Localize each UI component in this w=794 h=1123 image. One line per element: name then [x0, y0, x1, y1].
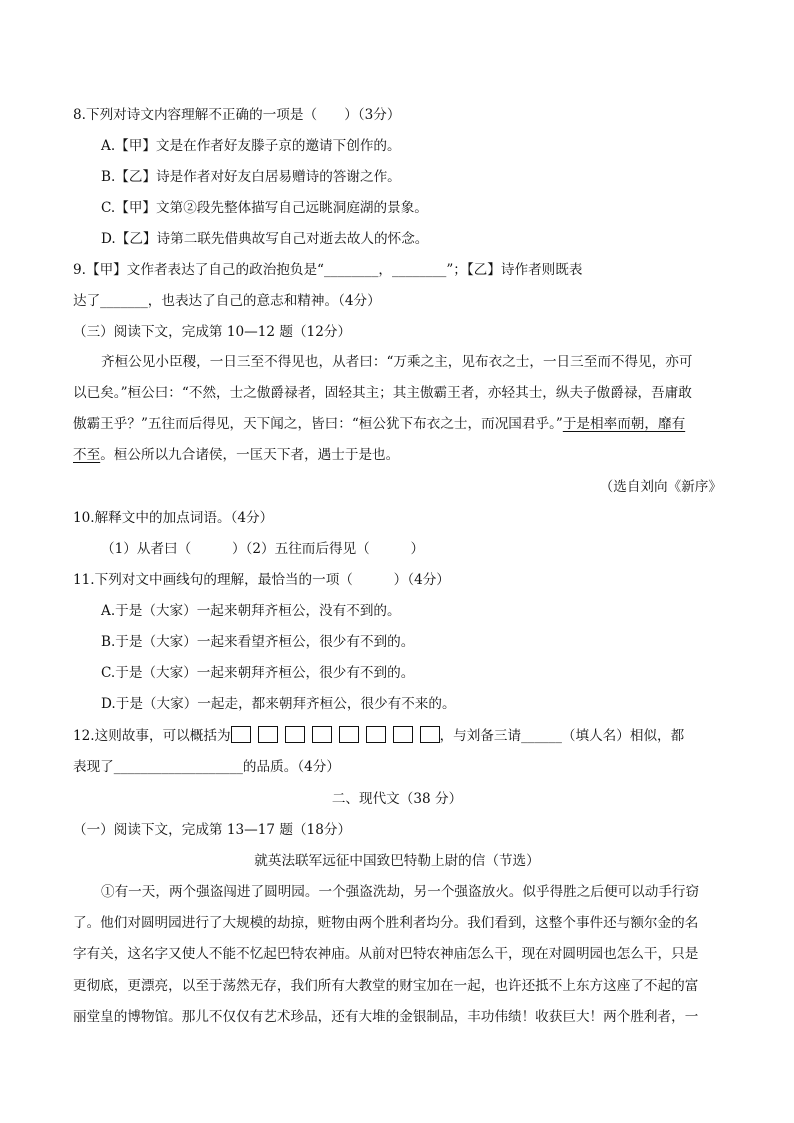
q8-option-c: C.【甲】文第②段先整体描写自己远眺洞庭湖的景象。	[101, 200, 428, 216]
article-line-5: 丽堂皇的博物馆。那儿不仅仅有艺术珍品，还有大堆的金银制品，丰功伟绩！收获巨大！两个胜利者，一	[73, 1009, 699, 1025]
answer-box[interactable]	[312, 726, 332, 743]
answer-box[interactable]	[393, 726, 413, 743]
answer-box[interactable]	[339, 726, 359, 743]
article-title: 就英法联军远征中国致巴特勒上尉的信（节选）	[254, 853, 540, 869]
q12-line2: 表现了___________________的品质。（4分）	[73, 759, 340, 775]
answer-box[interactable]	[258, 726, 278, 743]
passage-line-4	[73, 445, 399, 465]
answer-box[interactable]	[285, 726, 305, 743]
passage-source: （选自刘向《新序》	[599, 479, 722, 495]
q11-stem: 11.下列对文中画线句的理解，最恰当的一项（ ）（4分）	[73, 572, 450, 588]
q9-line2: 达了_______，也表达了自己的意志和精神。（4分）	[73, 293, 381, 309]
article-line-3: 字有关，这名字又使人不能不忆起巴特农神庙。从前对巴特农神庙怎么干，现在对圆明园也怎么干，只是	[73, 946, 699, 962]
article-line-4: 更彻底，更漂亮，以至于荡然无存，我们所有大教堂的财宝加在一起，也许还抵不上东方这座了不起的富	[73, 978, 699, 994]
underlined-sentence-part2: 不至	[73, 447, 101, 463]
passage-line-4-text: 。桓公所以九合诸侯，一匡天下者，遇士于是也。	[100, 447, 400, 463]
q11-option-b: B.于是（大家）一起来看望齐桓公，很少有不到的。	[101, 634, 415, 650]
q11-option-c: C.于是（大家）一起来朝拜齐桓公，很少有不到的。	[101, 665, 415, 681]
q10-items: （1）从者曰（ ）（2）五往而后得见（ ）	[101, 541, 425, 557]
section-m1-heading: （一）阅读下文，完成第 13—17 题（18分）	[73, 822, 352, 838]
q8-option-b: B.【乙】诗是作者对好友白居易赠诗的答谢之作。	[101, 169, 401, 185]
q12-line1	[73, 726, 684, 746]
article-line-2: 了。他们对圆明园进行了大规模的劫掠，赃物由两个胜利者均分。我们看到，这整个事件还与额尔金的名	[73, 915, 699, 931]
q12-suffix: ，与刘备三请______（填人名）相似，都	[439, 728, 685, 744]
passage-line-3	[73, 414, 685, 434]
section3-heading: （三）阅读下文，完成第 10—12 题（12分）	[73, 324, 352, 340]
q10-stem: 10.解释文中的加点词语。（4分）	[73, 510, 274, 526]
answer-box[interactable]	[420, 726, 440, 743]
q11-option-a: A.于是（大家）一起来朝拜齐桓公，没有不到的。	[101, 603, 401, 619]
q8-option-d: D.【乙】诗第二联先借典故写自己对逝去故人的怀念。	[101, 231, 429, 247]
answer-box[interactable]	[366, 726, 386, 743]
passage-line-3-text: 傲霸王乎？”五往而后得见，天下闻之，皆曰：“桓公犹下布衣之士，而况国君乎。”	[73, 416, 563, 432]
q12-prefix: 12.这则故事，可以概括为	[73, 728, 231, 744]
q8-stem: 8.下列对诗文内容理解不正确的一项是（ ）（3分）	[73, 107, 401, 123]
q9-line1: 9.【甲】文作者表达了自己的政治抱负是“________，________”；【乙】诗作者则既表	[73, 262, 583, 278]
article-line-1: ①有一天，两个强盗闯进了圆明园。一个强盗洗劫，另一个强盗放火。似乎得胜之后便可以动手行窃	[101, 884, 700, 900]
q11-option-d: D.于是（大家）一起走，都来朝拜齐桓公，很少有不来的。	[101, 696, 456, 712]
part2-heading: 二、现代文（38 分）	[331, 791, 463, 807]
passage-line-2: 以已矣。”桓公曰：“不然，士之傲爵禄者，固轻其主；其主傲霸王者，亦轻其士，纵夫子傲爵禄，吾庸敢	[73, 385, 692, 401]
passage-line-1: 齐桓公见小臣稷，一日三至不得见也，从者曰：“万乘之主，见布衣之士，一日三至而不得见，亦可	[101, 354, 693, 370]
answer-box[interactable]	[231, 726, 251, 743]
q8-option-a: A.【甲】文是在作者好友滕子京的邀请下创作的。	[101, 138, 401, 154]
underlined-sentence-part1: 于是相率而朝，靡有	[562, 416, 686, 432]
